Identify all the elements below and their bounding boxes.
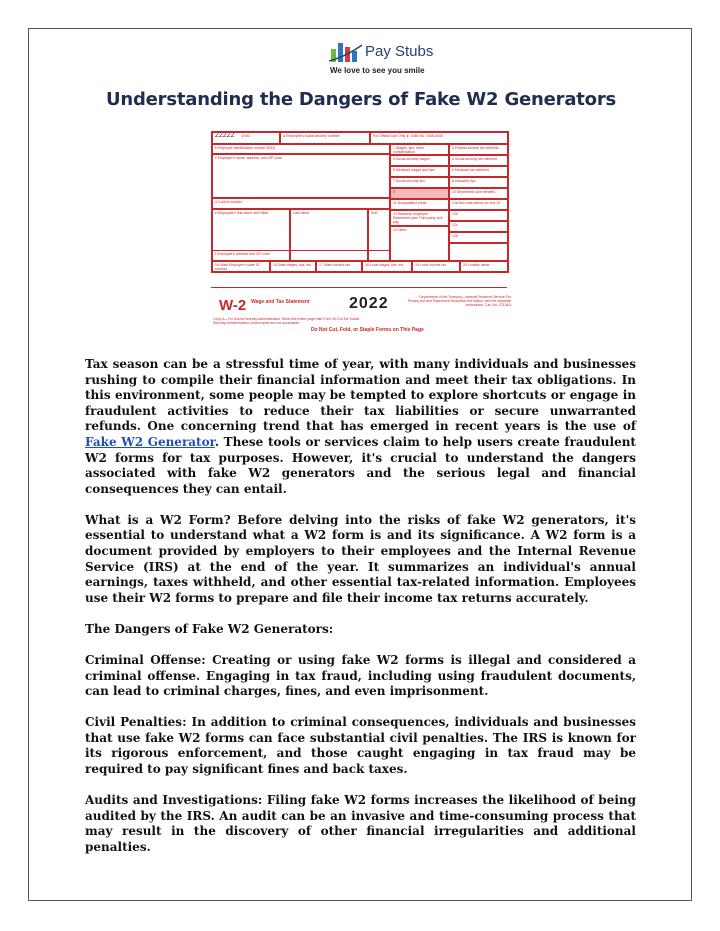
box-4: 4 Social security tax withheld (449, 155, 508, 166)
box-12d: 12d (449, 232, 508, 243)
box-18: 18 Local wages, tips, etc. (362, 261, 412, 272)
control-box: 22222 VOID (212, 132, 280, 144)
cell-e-last: Last name (290, 209, 368, 261)
box-17: 17 State income tax (316, 261, 362, 272)
form-name: W-2 (219, 297, 247, 314)
box-8: 8 Allocated tips (449, 177, 508, 188)
logo-tagline: We love to see you smile (330, 66, 425, 75)
box-7: 7 Social security tips (390, 177, 449, 188)
fake-w2-generator-link[interactable]: Fake W2 Generator (85, 434, 215, 449)
page-title: Understanding the Dangers of Fake W2 Generators (105, 89, 617, 110)
box-16: 16 State wages, tips, etc. (270, 261, 316, 272)
form-divider (211, 287, 507, 288)
box-19: 19 Local income tax (412, 261, 460, 272)
w2-form-image (207, 127, 513, 337)
box-12-blank (449, 243, 508, 261)
paragraph-what-is-w2: What is a W2 Form? Before delving into the risks of fake W2 generators, it's essential to understand what a W2 form is and its significance. A W2 form is a document provided by employers to their employees and the Internal Revenue Service (IRS) at the end of the year. It summarizes an individual's annual earnings, taxes withheld, and other essential tax-related information. Employees use their W2 forms to prepare and file their income tax returns accurately. (85, 512, 636, 605)
form-copy-note: Copy A—For Social Security Administration. Send this entire page with Form W-3 to the Social Security Administration; photocopies are not acceptable. (213, 317, 360, 325)
box-12c: 12c (449, 221, 508, 232)
cell-e-suffix: Suff. (368, 209, 390, 261)
do-not-cut-note: Do Not Cut, Fold, or Staple Forms on This Page (311, 327, 424, 333)
box-3: 3 Social security wages (390, 155, 449, 166)
box-6: 6 Medicare tax withheld (449, 166, 508, 177)
bar-chart-logo-icon (329, 39, 363, 63)
box-10: 10 Dependent care benefits (449, 188, 508, 199)
article-body (85, 357, 636, 871)
paragraph-intro: Tax season can be a stressful time of year, with many individuals and businesses rushing to compile their financial information and meet their tax obligations. In this environment, some people may be tempted to explore shortcuts or engage in fraudulent activities to reduce their tax liabilities or secure unwarranted refunds. One concerning trend that has emerged in recent years is the use of Fake W2 Generator. These tools or services claim to help users create fraudulent W2 forms for tax purposes. However, it's crucial to understand the dangers associated with fake W2 generators and the serious legal and financial consequences they can entail. (85, 357, 636, 496)
box-1: 1 Wages, tips, other compensation (390, 144, 449, 155)
form-department: Department of the Treasury—Internal Revenue Service For Privacy Act and Paperwork Reduction Act Notice, see the separate instructions. Cat. No. 10134D (407, 295, 511, 307)
box-12b: 12b (449, 210, 508, 221)
box-12a: 12a See instructions for box 12 (449, 199, 508, 210)
box-2: 2 Federal income tax withheld (449, 144, 508, 155)
form-title: Wage and Tax Statement (251, 299, 310, 305)
w2-form-grid (211, 131, 509, 273)
pay-stubs-logo[interactable] (329, 39, 449, 89)
box-11: 11 Nonqualified plans (390, 199, 449, 210)
box-5: 5 Medicare wages and tips (390, 166, 449, 177)
official-use-cell: For Official Use Only ► OMB No. 1545-0008 (370, 132, 508, 144)
cell-c: c Employer's name, address, and ZIP code (212, 154, 390, 198)
box-20: 20 Locality name (460, 261, 508, 272)
cell-b: b Employer identification number (EIN) (212, 144, 390, 154)
section-heading-dangers: The Dangers of Fake W2 Generators: (85, 621, 334, 636)
box-13: 13 Statutory employee Retirement plan Third-party sick pay (390, 210, 449, 226)
logo-name: Pay Stubs (365, 43, 434, 60)
paragraph-audits: Audits and Investigations: Filing fake W2 forms increases the likelihood of being audited by the IRS. An audit can be an invasive and time-consuming process that may result in the discovery of other financial irregularities and additional penalties. (85, 793, 636, 854)
paragraph-criminal-offense: Criminal Offense: Creating or using fake W2 forms is illegal and considered a criminal offense. Engaging in tax fraud, including using fraudulent documents, can lead to criminal charges, fines, and even imprisonment. (85, 653, 636, 699)
box-14: 14 Other (390, 226, 449, 261)
form-year: 2022 (349, 295, 389, 312)
paragraph-civil-penalties: Civil Penalties: In addition to criminal consequences, individuals and businesses that use fake W2 forms can face substantial civil penalties. The IRS is known for its rigorous enforcement, and those caught engaging in tax fraud may be required to pay significant fines and back taxes. (85, 715, 636, 777)
document-page (28, 28, 692, 901)
cell-e: e Employee's first name and initial (212, 209, 290, 261)
ssn-cell: a Employee's social security number (280, 132, 370, 144)
box-15: 15 State Employer's state ID number (212, 261, 270, 272)
cell-f: f Employee's address and ZIP code (212, 250, 390, 261)
cell-d: d Control number (212, 198, 390, 209)
box-9: 9 (390, 188, 449, 199)
